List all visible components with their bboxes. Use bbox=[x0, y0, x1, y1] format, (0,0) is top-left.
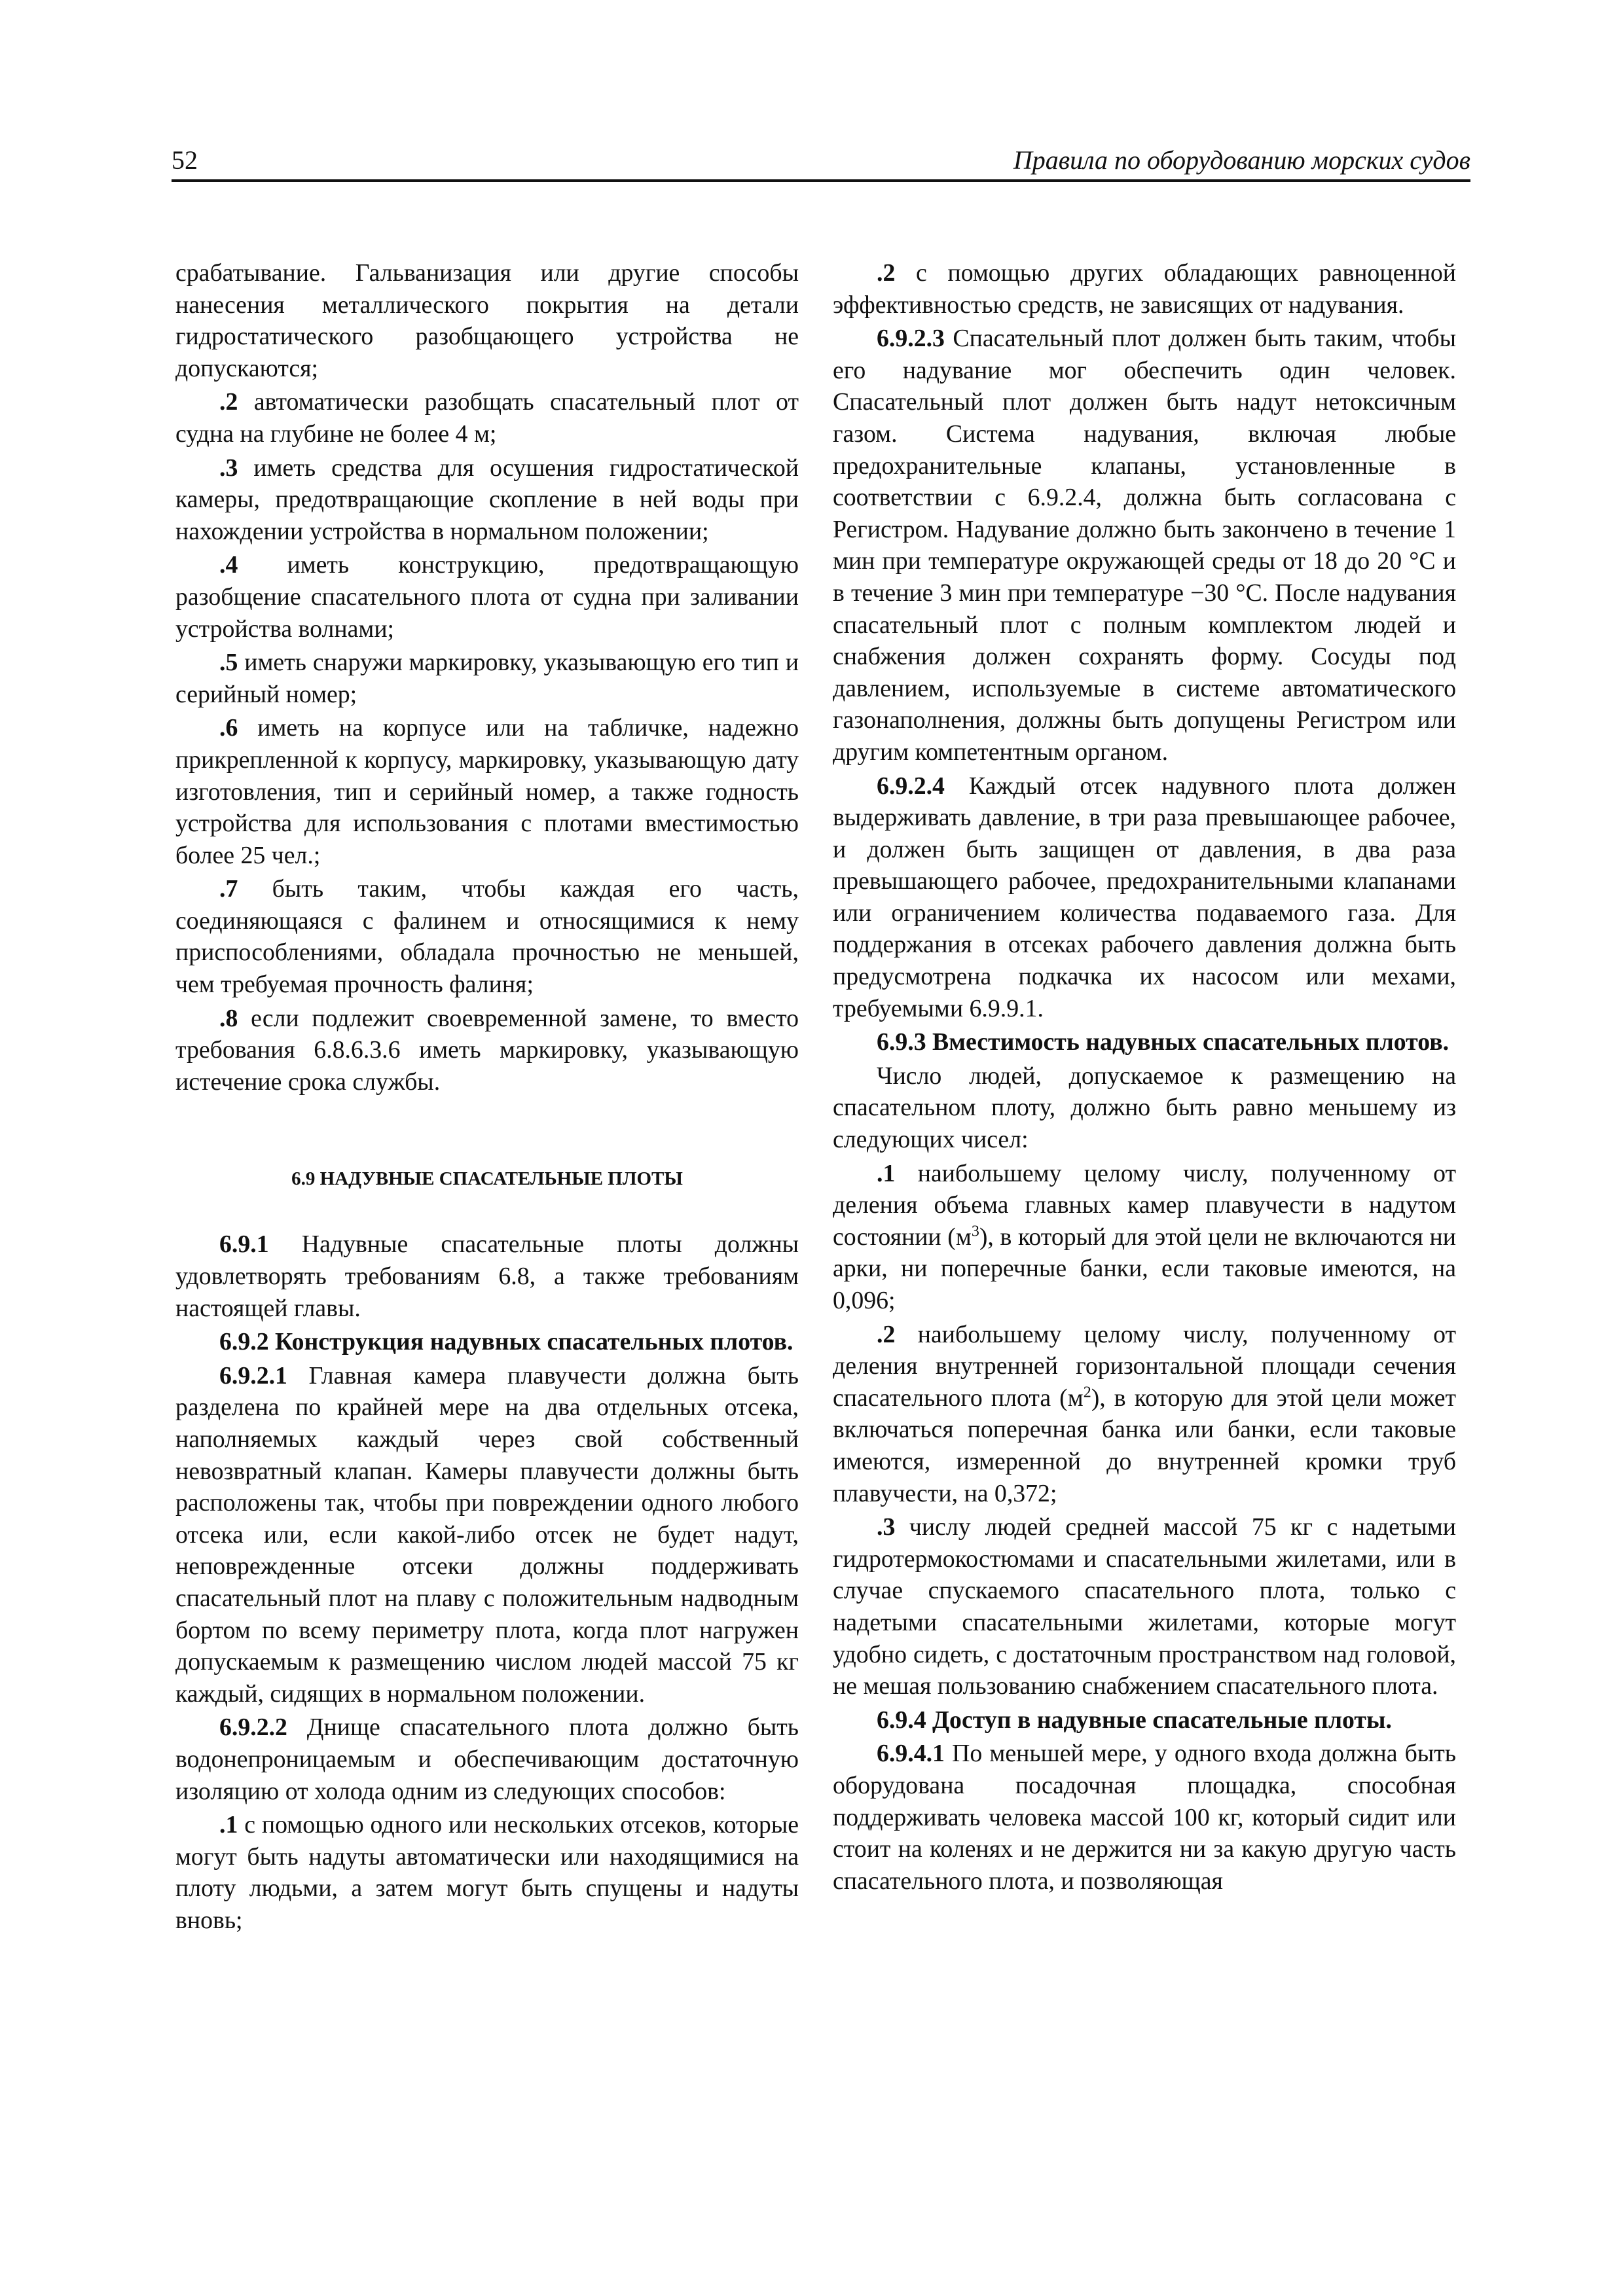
subsection-heading: 6.9.2 Конструкция надувных спасательных плотов. bbox=[219, 1328, 793, 1356]
paragraph: 6.9.2.4 Каждый отсек надувного плота должен выдерживать давление, в три раза превышающее рабочее, и должен быть защищен от давления, в два раза превышающего рабочее, предохранительными клапанами или ограничением количества подаваемого газа. Для поддержания в отсеках рабочего давления должна быть предусмотрена подкачка их насосом или мехами, требуемыми 6.9.9.1. bbox=[833, 772, 1456, 1022]
list-item: .4 иметь конструкцию, предотвращающую разобщение спасательного плота от судна при заливании устройства волнами; bbox=[175, 551, 799, 643]
list-item: .3 иметь средства для осушения гидростатической камеры, предотвращающие скопление в ней воды при нахождении устройства в нормальном положении; bbox=[175, 454, 799, 545]
list-item: .2 с помощью других обладающих равноценной эффективностью средств, не зависящих от надувания. bbox=[833, 259, 1456, 319]
right-column bbox=[833, 257, 1456, 1899]
list-item: .2 наибольшему целому числу, полученному от деления внутренней горизонтальной площади сечения спасательного плота $(м^2)$, в которую для этой цели может включаться поперечная банка или банки, если таковые имеются, измеренной до внутренней кромки труб плавучести, на 0,372; bbox=[833, 1320, 1456, 1507]
paragraph: 6.9.2.2 Днище спасательного плота должно быть водонепроницаемым и обеспечивающим достаточную изоляцию от холода одним из следующих способов: bbox=[175, 1713, 799, 1805]
paragraph: 6.9.2.1 Главная камера плавучести должна быть разделена по крайней мере на два отдельных отсека, наполняемых каждый через свой собственный невозвратный клапан. Камеры плавучести должны быть расположены так, чтобы при повреждении одного любого отсека или, если какой-либо отсек не будет надут, неповрежденные отсеки должны поддерживать спасательный плот на плаву с положительным надводным бортом по всему периметру плота, когда плот нагружен допускаемым к размещению числом людей массой 75 кг каждый, сидящих в нормальном положении. bbox=[175, 1361, 799, 1708]
section-heading: 6.9 НАДУВНЫЕ СПАСАТЕЛЬНЫЕ ПЛОТЫ bbox=[291, 1168, 683, 1190]
list-item: .6 иметь на корпусе или на табличке, надежно прикрепленной к корпусу, маркировку, указывающую дату изготовления, тип и серийный номер, а также годность устройства для использования с плотами вместимостью более 25 чел.; bbox=[175, 714, 799, 869]
list-item: .5 иметь снаружи маркировку, указывающую его тип и серийный номер; bbox=[175, 649, 799, 708]
paragraph: Число людей, допускаемое к размещению на спасательном плоту, должно быть равно меньшему из следующих чисел: bbox=[833, 1062, 1456, 1154]
subsection-heading: 6.9.3 Вместимость надувных спасательных плотов. bbox=[877, 1028, 1450, 1056]
paragraph: 6.9.1 Надувные спасательные плоты должны удовлетворять требованиям 6.8, а также требованиям настоящей главы. bbox=[175, 1230, 799, 1322]
page-header bbox=[172, 143, 1470, 182]
list-item: .1 с помощью одного или нескольких отсеков, которые могут быть надуты автоматически или находящимися на плоту людьми, а затем могут быть спущены и надуты вновь; bbox=[175, 1811, 799, 1934]
paragraph: срабатывание. Гальванизация или другие способы нанесения металлического покрытия на детали гидростатического разобщающего устройства не допускаются; bbox=[175, 259, 799, 382]
paragraph: 6.9.2.3 Спасательный плот должен быть таким, чтобы его надувание мог обеспечить один человек. Спасательный плот должен быть надут нетоксичным газом. Система надувания, включая любые предохранительные клапаны, установленные в соответствии с 6.9.2.4, должна быть согласована с Регистром. Надувание должно быть закончено в течение 1 мин при температуре окружающей среды от 18 до 20 °C и в течение 3 мин при температуре −30 °C. После надувания спасательный плот с полным комплектом людей и снабжения должен сохранять форму. Сосуды под давлением, используемые в системе автоматического газонаполнения, должны быть допущены Регистром или другим компетентным органом. bbox=[833, 325, 1456, 766]
list-item: .3 числу людей средней массой 75 кг с надетыми гидротермокостюмами и спасательными жилетами, или в случае спускаемого спасательного плота, только с надетыми спасательными жилетами, которые могут удобно сидеть, с достаточным пространством над головой, не мешая пользованию снабжением спасательного плота. bbox=[833, 1513, 1456, 1700]
page-number: 52 bbox=[172, 145, 198, 175]
paragraph: 6.9.4.1 По меньшей мере, у одного входа должна быть оборудована посадочная площадка, способная поддерживать человека массой 100 кг, который сидит или стоит на коленях и не держится ни за какую другую часть спасательного плота, и позволяющая bbox=[833, 1740, 1456, 1895]
list-item: .1 наибольшему целому числу, полученному от деления объема главных камер плавучести в надутом состоянии $(м^3)$, в который для этой цели не включаются ни арки, ни поперечные банки, если таковые имеются, на 0,096; bbox=[833, 1159, 1456, 1314]
left-column bbox=[175, 257, 799, 1939]
subsection-heading: 6.9.4 Доступ в надувные спасательные плоты. bbox=[877, 1706, 1392, 1734]
list-item: .2 автоматически разобщать спасательный плот от судна на глубине не более 4 м; bbox=[175, 388, 799, 448]
running-title: Правила по оборудованию морских судов bbox=[1013, 145, 1470, 175]
list-item: .8 если подлежит своевременной замене, то вместо требования 6.8.6.3.6 иметь маркировку, указывающую истечение срока службы. bbox=[175, 1004, 799, 1096]
list-item: .7 быть таким, чтобы каждая его часть, соединяющаяся с фалинем и относящимися к нему приспособлениями, обладала прочностью не меньшей, чем требуемая прочность фалиня; bbox=[175, 875, 799, 999]
